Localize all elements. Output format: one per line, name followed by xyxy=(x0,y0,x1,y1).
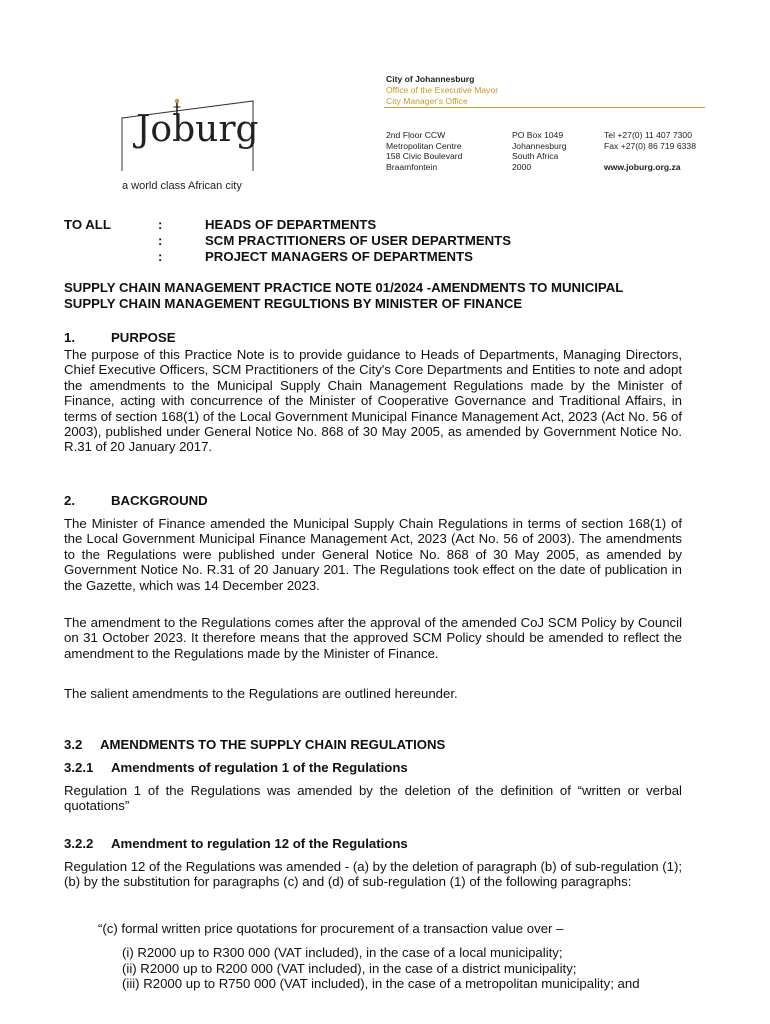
purpose-heading: PURPOSE xyxy=(111,330,176,345)
list-item: (iii) R2000 up to R750 000 (VAT included), in the case of a metropolitan municipality; and xyxy=(122,976,640,991)
list-item: (i) R2000 up to R300 000 (VAT included), in the case of a local municipality; xyxy=(122,945,563,960)
tel-number: Tel +27(0) 11 407 7300 xyxy=(604,130,692,140)
logo-tagline: a world class African city xyxy=(122,180,242,192)
list-item: (ii) R2000 up to R200 000 (VAT included), in the case of a district municipality; xyxy=(122,961,577,976)
office-city-manager: City Manager's Office xyxy=(386,95,468,106)
section-number: 2. xyxy=(64,493,75,508)
section-number: 3.2.1 xyxy=(64,760,94,775)
recipient: PROJECT MANAGERS OF DEPARTMENTS xyxy=(205,249,473,264)
to-colon: : xyxy=(158,233,163,248)
postal-line: 2000 xyxy=(512,161,532,172)
postal-address xyxy=(512,130,566,172)
header-divider xyxy=(384,107,705,108)
amendments-heading: AMENDMENTS TO THE SUPPLY CHAIN REGULATIONS xyxy=(100,737,446,752)
background-paragraph-2: The amendment to the Regulations comes after the approval of the amended CoJ SCM Policy by Council on 31 October 2023. It therefore means that the approved SCM Policy should be amended to reflect the amendment to the Regulations made by the Minister of Finance. xyxy=(64,615,682,661)
section-number: 1. xyxy=(64,330,75,345)
to-label: TO ALL xyxy=(64,217,111,232)
address-line: 2nd Floor CCW xyxy=(386,130,446,140)
section-number: 3.2.2 xyxy=(64,836,94,851)
recipient: HEADS OF DEPARTMENTS xyxy=(205,217,377,232)
document-title-line1: SUPPLY CHAIN MANAGEMENT PRACTICE NOTE 01/2024 -AMENDMENTS TO MUNICIPAL xyxy=(64,280,624,295)
regulation12-heading: Amendment to regulation 12 of the Regulations xyxy=(111,836,408,851)
postal-line: South Africa xyxy=(512,151,559,162)
contact-details xyxy=(604,130,696,172)
purpose-text: The purpose of this Practice Note is to provide guidance to Heads of Departments, Managing Directors, Chief Executive Officers, SCM Practitioners of the City's Core Departments and Entities to note and adopt the amendments to the Municipal Supply Chain Management Regulations made by the Minister of Finance, acting with concurrence of the Minister of Cooperative Governance and Traditional Affairs, in terms of section 168(1) of the Local Government Municipal Finance Management Act, 2023 (Act No. 56 of 2003), published under General Notice No. 868 of 30 May 2005, as amended by Government Notice No. R.31 of 20 January 2017. xyxy=(64,347,682,455)
background-heading: BACKGROUND xyxy=(111,493,208,508)
address-line: Braamfontein xyxy=(386,161,438,172)
letterhead-org xyxy=(386,74,498,106)
quotation-clause: “(c) formal written price quotations for procurement of a transaction value over – xyxy=(98,921,564,936)
to-colon: : xyxy=(158,249,163,264)
address-line: 158 Civic Boulevard xyxy=(386,151,463,162)
address-line: Metropolitan Centre xyxy=(386,140,462,151)
website-link[interactable]: www.joburg.org.za xyxy=(604,161,681,172)
regulation12-text: Regulation 12 of the Regulations was amended - (a) by the deletion of paragraph (b) of sub-regulation (1); (b) by the substitution for paragraphs (c) and (d) of sub-regulation (1) of the following paragraphs: xyxy=(64,859,682,890)
postal-line: Johannesburg xyxy=(512,140,567,151)
background-paragraph-1: The Minister of Finance amended the Municipal Supply Chain Regulations in terms of section 168(1) of the Local Government Municipal Finance Management Act, 2023 (Act No. 56 of 2003). The amendments to the Regulations were published under General Notice No. 868 of 30 May 2005, as amended by Government Notice No. R.31 of 20 January 201. The Regulations took effect on the date of publication in the Gazette, which was 14 December 2023. xyxy=(64,516,682,593)
to-colon: : xyxy=(158,217,163,232)
section-number: 3.2 xyxy=(64,737,83,752)
document-title-line2: SUPPLY CHAIN MANAGEMENT REGULTIONS BY MINISTER OF FINANCE xyxy=(64,296,523,311)
org-name: City of Johannesburg xyxy=(386,74,475,84)
regulation1-text: Regulation 1 of the Regulations was amended by the deletion of the definition of “written or verbal quotations” xyxy=(64,783,682,814)
street-address xyxy=(386,130,462,172)
office-mayor: Office of the Executive Mayor xyxy=(386,84,499,95)
recipient: SCM PRACTITIONERS OF USER DEPARTMENTS xyxy=(205,233,512,248)
logo-figure-icon xyxy=(172,98,182,118)
postal-line: PO Box 1049 xyxy=(512,130,564,140)
fax-number: Fax +27(0) 86 719 6338 xyxy=(604,140,696,151)
joburg-logo: Joburg xyxy=(136,109,259,150)
regulation1-heading: Amendments of regulation 1 of the Regulations xyxy=(111,760,408,775)
background-paragraph-3: The salient amendments to the Regulations are outlined hereunder. xyxy=(64,686,458,701)
